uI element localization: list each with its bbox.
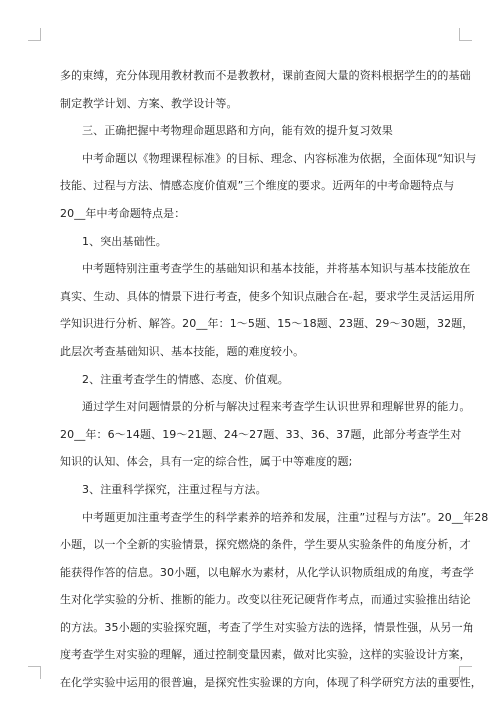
text-line: 度考查学生对实验的理解，通过控制变量因素，做对比实验，这样的实验设计方案， xyxy=(60,648,471,662)
text-line: 中考命题以《物理课程标准》的目标、理念、内容标准为依据，全面体现“知识与 xyxy=(82,151,477,165)
text-line: 20__年中考命题特点是： xyxy=(60,206,186,220)
text-line: 制定教学计划、方案、教学设计等。 xyxy=(60,96,238,110)
list-heading: 1、突出基础性。 xyxy=(82,234,167,248)
text-line: 20__年：6～14题、19～21题、24～27题、33、36、37题，此部分考查学生对 xyxy=(60,427,462,441)
text-line: 通过学生对问题情景的分析与解决过程来考查学生认识世界和理解世界的能力。 xyxy=(82,400,471,414)
text-line: 真实、生动、具体的情景下进行考查，使多个知识点融合在-起，要求学生灵活运用所 xyxy=(60,289,475,303)
section-heading: 三、正确把握中考物理命题思路和方向，能有效的提升复习效果 xyxy=(82,124,393,138)
list-heading: 3、注重科学探究，注重过程与方法。 xyxy=(82,482,267,496)
text-line: 中考题特别注重考查学生的基础知识和基本技能，并将基本知识与基本技能放在 xyxy=(82,262,471,276)
text-line: 学知识进行分析、解答。20__年：1～5题、15～18题、23题、29～30题，32题， xyxy=(60,317,474,331)
crop-mark-bottom-left xyxy=(28,666,41,679)
text-line: 多的束缚，充分体现用教材教而不是教教材，课前查阅大量的资料根据学生的的基础 xyxy=(60,69,471,82)
document-body xyxy=(60,62,489,697)
text-line: 中考题更加注重考查学生的科学素养的培养和发展，注重”过程与方法”。20__年28 xyxy=(82,510,489,524)
text-line: 知识的认知、体会，具有一定的综合性，属于中等难度的题; xyxy=(60,455,353,469)
text-line: 此层次考查基础知识、基本技能，题的难度较小。 xyxy=(60,344,305,358)
text-line: 生对化学实验的分析、推断的能力。改变以往死记硬背作考点，而通过实验推出结论 xyxy=(60,593,471,607)
text-line: 的方法。35小题的实验探究题，考查了学生对实验方法的选择，情景性强，从另一角 xyxy=(60,620,474,634)
text-line: 能获得作答的信息。30小题，以电解水为素材，从化学认识物质组成的角度，考查学 xyxy=(60,565,474,579)
crop-mark-top-left xyxy=(28,28,41,41)
crop-mark-top-right xyxy=(459,28,472,41)
text-line: 在化学实验中运用的很普遍，是探究性实验课的方向，体现了科学研究方法的重要性， xyxy=(60,676,482,690)
list-heading: 2、注重考查学生的情感、态度、价值观。 xyxy=(82,372,289,386)
text-line: 小题，以一个全新的实验情景，探究燃烧的条件，学生要从实验条件的角度分析，才 xyxy=(60,538,471,552)
text-line: 技能、过程与方法、情感态度价值观”三个维度的要求。近两年的中考命题特点与 xyxy=(60,179,455,193)
